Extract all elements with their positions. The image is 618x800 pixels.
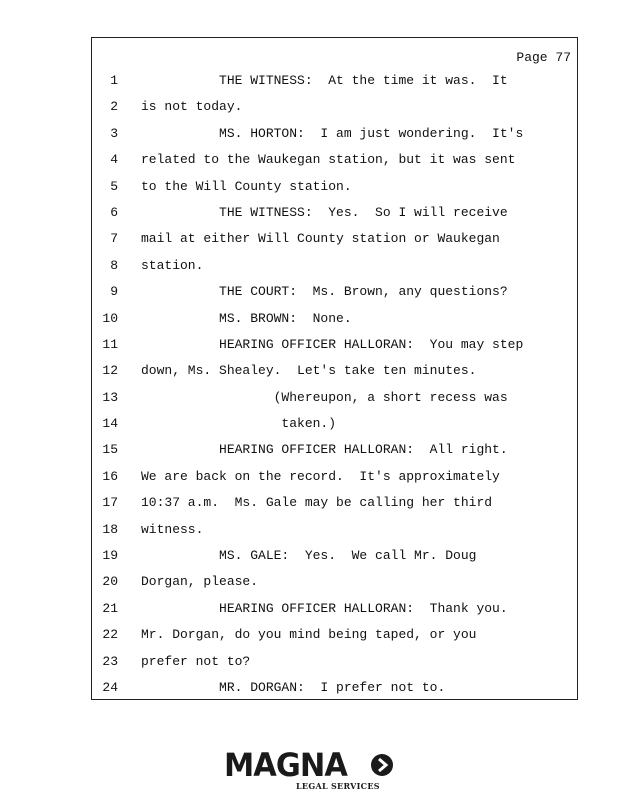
transcript-line bbox=[92, 121, 577, 147]
line-number: 5 bbox=[110, 178, 118, 194]
line-number: 23 bbox=[102, 653, 118, 669]
line-number: 6 bbox=[110, 204, 118, 220]
line-text: THE WITNESS: At the time it was. It bbox=[141, 73, 508, 88]
logo-tagline: LEGAL SERVICES bbox=[296, 781, 380, 791]
transcript-line bbox=[92, 358, 577, 384]
line-text: Dorgan, please. bbox=[141, 574, 259, 590]
transcript-line bbox=[92, 622, 577, 648]
line-number: 21 bbox=[102, 600, 118, 616]
transcript-line bbox=[92, 200, 577, 226]
line-text: witness. bbox=[141, 521, 204, 537]
transcript-line bbox=[92, 437, 577, 463]
line-text: MS. GALE: Yes. We call Mr. Doug bbox=[141, 548, 477, 564]
transcript-lines bbox=[92, 68, 577, 701]
line-number: 11 bbox=[102, 336, 118, 352]
line-number: 16 bbox=[102, 468, 118, 484]
line-text: MS. BROWN: None. bbox=[141, 310, 352, 326]
line-number: 4 bbox=[110, 152, 118, 168]
transcript-line bbox=[92, 253, 577, 279]
line-text: THE COURT: Ms. Brown, any questions? bbox=[141, 284, 508, 300]
line-number: 9 bbox=[110, 284, 118, 300]
line-text: MS. HORTON: I am just wondering. It's bbox=[141, 125, 524, 141]
line-text: HEARING OFFICER HALLORAN: You may step bbox=[141, 336, 524, 352]
transcript-line bbox=[92, 596, 577, 622]
line-text: MR. DORGAN: I prefer not to. bbox=[141, 679, 446, 695]
line-number: 14 bbox=[102, 416, 118, 432]
line-number: 3 bbox=[110, 125, 118, 141]
line-text: 10:37 a.m. Ms. Gale may be calling her third bbox=[141, 495, 493, 511]
line-text: HEARING OFFICER HALLORAN: Thank you. bbox=[141, 600, 508, 616]
line-text: Mr. Dorgan, do you mind being taped, or you bbox=[141, 627, 477, 643]
line-text: We are back on the record. It's approximately bbox=[141, 468, 500, 484]
line-text: is not today. bbox=[141, 99, 243, 115]
line-text: station. bbox=[141, 257, 204, 273]
line-number: 17 bbox=[102, 495, 118, 511]
line-number: 12 bbox=[102, 363, 118, 379]
line-text: taken.) bbox=[141, 416, 337, 432]
transcript-line bbox=[92, 306, 577, 332]
line-number: 10 bbox=[102, 310, 118, 326]
line-text: to the Will County station. bbox=[141, 178, 352, 194]
line-number: 19 bbox=[102, 548, 118, 564]
line-text: mail at either Will County station or Waukegan bbox=[141, 231, 500, 247]
line-text: (Whereupon, a short recess was bbox=[141, 389, 508, 405]
transcript-line bbox=[92, 490, 577, 516]
line-number: 7 bbox=[110, 231, 118, 247]
magna-logo bbox=[224, 748, 404, 794]
transcript-line bbox=[92, 543, 577, 569]
transcript-line bbox=[92, 279, 577, 305]
transcript-line bbox=[92, 147, 577, 173]
transcript-line bbox=[92, 569, 577, 595]
transcript-line bbox=[92, 94, 577, 120]
line-number: 13 bbox=[102, 389, 118, 405]
chevron-right-icon bbox=[371, 754, 393, 776]
logo-wordmark: MAGNA bbox=[224, 746, 347, 784]
transcript-page bbox=[91, 37, 578, 700]
transcript-line bbox=[92, 464, 577, 490]
line-number: 20 bbox=[102, 574, 118, 590]
line-text: prefer not to? bbox=[141, 653, 251, 669]
page-number: Page 77 bbox=[516, 50, 571, 65]
line-number: 15 bbox=[102, 442, 118, 458]
line-text: THE WITNESS: Yes. So I will receive bbox=[141, 204, 508, 220]
line-number: 8 bbox=[110, 257, 118, 273]
line-number: 24 bbox=[102, 679, 118, 695]
transcript-line bbox=[92, 385, 577, 411]
transcript-line bbox=[92, 517, 577, 543]
line-number: 18 bbox=[102, 521, 118, 537]
transcript-line bbox=[92, 411, 577, 437]
line-text: related to the Waukegan station, but it was sent bbox=[141, 152, 516, 168]
transcript-line bbox=[92, 649, 577, 675]
line-number: 1 bbox=[110, 73, 118, 88]
transcript-line bbox=[92, 174, 577, 200]
transcript-line bbox=[92, 226, 577, 252]
transcript-line bbox=[92, 675, 577, 701]
line-number: 22 bbox=[102, 627, 118, 643]
line-text: down, Ms. Shealey. Let's take ten minutes. bbox=[141, 363, 477, 379]
line-number: 2 bbox=[110, 99, 118, 115]
transcript-line bbox=[92, 68, 577, 94]
line-text: HEARING OFFICER HALLORAN: All right. bbox=[141, 442, 508, 458]
transcript-line bbox=[92, 332, 577, 358]
